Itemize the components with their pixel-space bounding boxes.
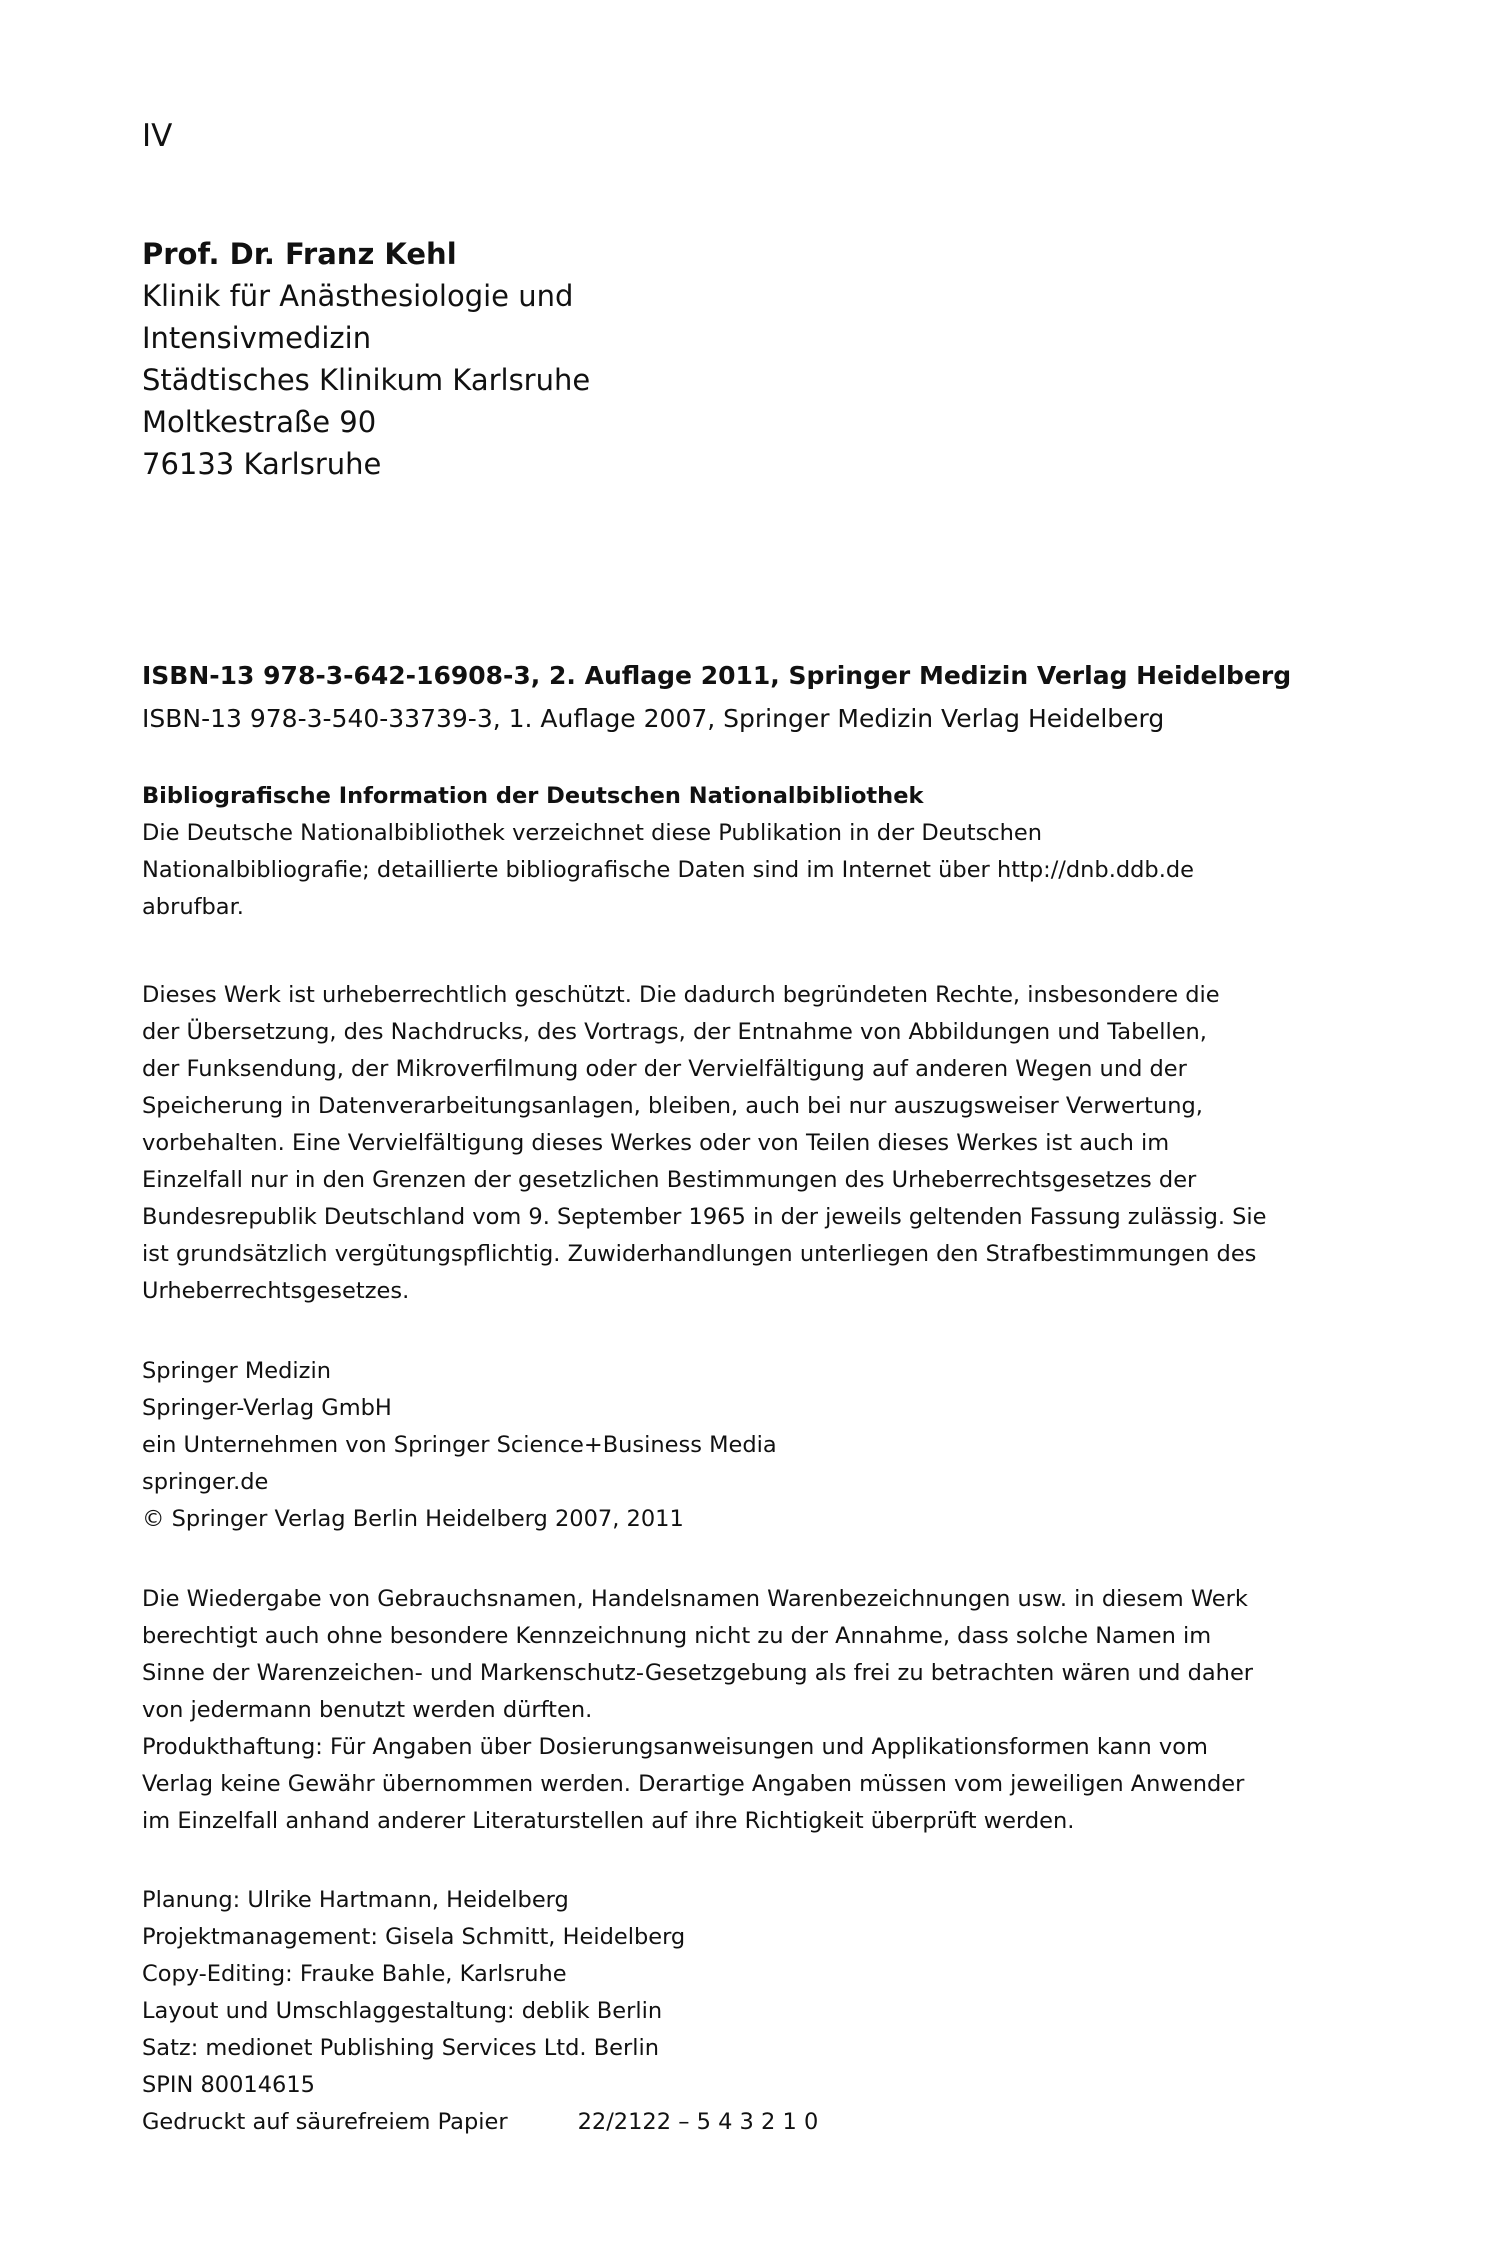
- credit-line: SPIN 80014615: [142, 2072, 315, 2098]
- isbn-secondary: ISBN-13 978-3-540-33739-3, 1. Auflage 2007, Springer Medizin Verlag Heidelberg: [142, 704, 1165, 733]
- bibliographic-line: abrufbar.: [142, 894, 244, 920]
- trademark-line: von jedermann benutzt werden dürften.: [142, 1697, 593, 1723]
- trademark-line: Die Wiedergabe von Gebrauchsnamen, Handelsnamen Warenbezeichnungen usw. in diesem Werk: [142, 1586, 1248, 1612]
- credit-line: Projektmanagement: Gisela Schmitt, Heidelberg: [142, 1924, 686, 1950]
- copyright-line: der Übersetzung, des Nachdrucks, des Vortrags, der Entnahme von Abbildungen und Tabellen,: [142, 1019, 1207, 1045]
- production-credits: [142, 1882, 818, 2141]
- publisher-line: Springer-Verlag GmbH: [142, 1395, 392, 1421]
- credit-line: Layout und Umschlaggestaltung: deblik Berlin: [142, 1998, 663, 2024]
- copyright-line: vorbehalten. Eine Vervielfältigung dieses Werkes oder von Teilen dieses Werkes ist auch im: [142, 1130, 1170, 1156]
- trademark-line: Sinne der Warenzeichen- und Markenschutz-Gesetzgebung als frei zu betrachten wären und daher: [142, 1660, 1254, 1686]
- bibliographic-heading: Bibliografische Information der Deutschen Nationalbibliothek: [142, 783, 924, 809]
- publisher-info: [142, 1353, 777, 1538]
- trademark-line: berechtigt auch ohne besondere Kennzeichnung nicht zu der Annahme, dass solche Namen im: [142, 1623, 1212, 1649]
- author-line: Städtisches Klinikum Karlsruhe: [142, 363, 591, 397]
- copyright-line-publisher: © Springer Verlag Berlin Heidelberg 2007, 2011: [142, 1506, 684, 1532]
- publisher-line: Springer Medizin: [142, 1358, 331, 1384]
- publisher-website: springer.de: [142, 1469, 269, 1495]
- liability-line: Verlag keine Gewähr übernommen werden. Derartige Angaben müssen vom jeweiligen Anwender: [142, 1771, 1245, 1797]
- copyright-line: Speicherung in Datenverarbeitungsanlagen, bleiben, auch bei nur auszugsweiser Verwertung,: [142, 1093, 1203, 1119]
- isbn-block: [142, 654, 1291, 740]
- liability-line: Produkthaftung: Für Angaben über Dosierungsanweisungen und Applikationsformen kann vom: [142, 1734, 1208, 1760]
- printed-line: [142, 2104, 818, 2141]
- trademark-notice: [142, 1581, 1253, 1840]
- author-line: Intensivmedizin: [142, 321, 372, 355]
- printed-code: 22/2122 – 5 4 3 2 1 0: [577, 2109, 819, 2135]
- author-line: Klinik für Anästhesiologie und: [142, 279, 574, 313]
- author-line: 76133 Karlsruhe: [142, 447, 382, 481]
- copyright-notice: [142, 977, 1267, 1310]
- author-address: [142, 233, 590, 485]
- copyright-line: der Funksendung, der Mikroverfilmung oder der Vervielfältigung auf anderen Wegen und der: [142, 1056, 1187, 1082]
- publisher-line: ein Unternehmen von Springer Science+Business Media: [142, 1432, 777, 1458]
- liability-line: im Einzelfall anhand anderer Literaturstellen auf ihre Richtigkeit überprüft werden.: [142, 1808, 1075, 1834]
- credit-line: Satz: medionet Publishing Services Ltd. Berlin: [142, 2035, 659, 2061]
- copyright-line: Urheberrechtsgesetzes.: [142, 1278, 410, 1304]
- copyright-line: Bundesrepublik Deutschland vom 9. September 1965 in der jeweils geltenden Fassung zulässig. Sie: [142, 1204, 1267, 1230]
- copyright-line: Dieses Werk ist urheberrechtlich geschützt. Die dadurch begründeten Rechte, insbesondere die: [142, 982, 1220, 1008]
- copyright-line: Einzelfall nur in den Grenzen der gesetzlichen Bestimmungen des Urheberrechtsgesetzes der: [142, 1167, 1197, 1193]
- author-name: Prof. Dr. Franz Kehl: [142, 237, 457, 271]
- copyright-line: ist grundsätzlich vergütungspflichtig. Zuwiderhandlungen unterliegen den Strafbestimmungen des: [142, 1241, 1257, 1267]
- bibliographic-line: Die Deutsche Nationalbibliothek verzeichnet diese Publikation in der Deutschen: [142, 820, 1043, 846]
- isbn-primary: ISBN-13 978-3-642-16908-3, 2. Auflage 2011, Springer Medizin Verlag Heidelberg: [142, 661, 1292, 690]
- credit-line: Copy-Editing: Frauke Bahle, Karlsruhe: [142, 1961, 567, 1987]
- page-number: IV: [142, 118, 173, 154]
- printed-label: Gedruckt auf säurefreiem Papier: [142, 2109, 508, 2135]
- credit-line: Planung: Ulrike Hartmann, Heidelberg: [142, 1887, 569, 1913]
- bibliographic-line: Nationalbibliografie; detaillierte bibliografische Daten sind im Internet über http://dnb.ddb.de: [142, 857, 1194, 883]
- author-line: Moltkestraße 90: [142, 405, 377, 439]
- bibliographic-info: [142, 778, 1194, 926]
